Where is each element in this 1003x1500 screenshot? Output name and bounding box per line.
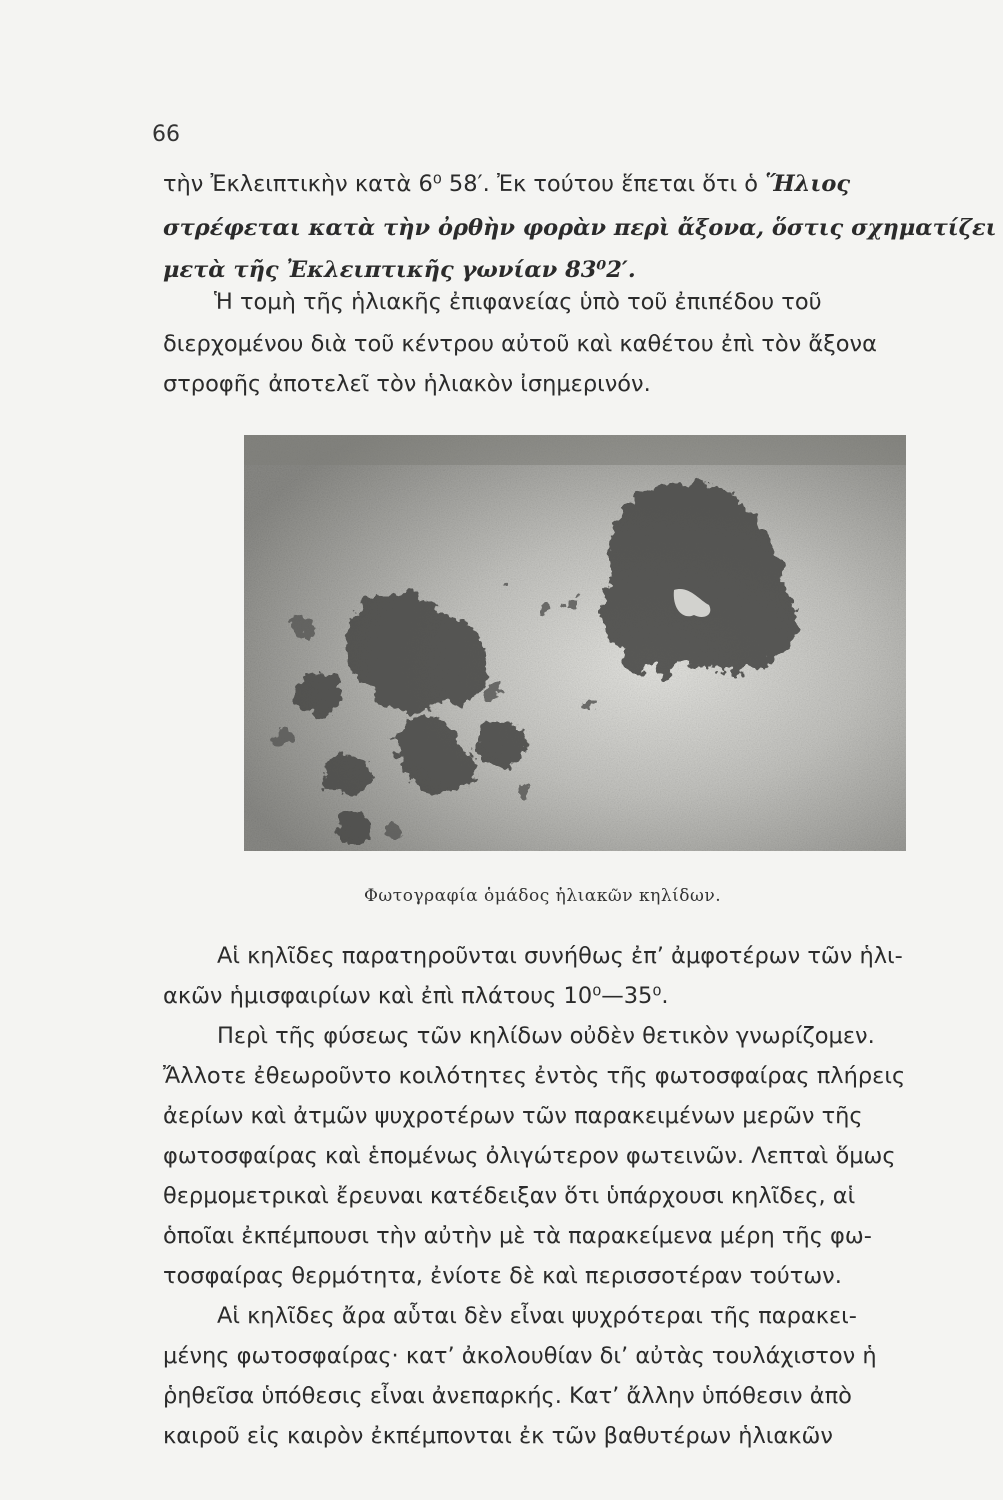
text-line: στροφῆς ἀποτελεῖ τὸν ἡλιακὸν ἰσημερινόν. xyxy=(163,371,651,397)
text-line: ἀερίων καὶ ἀτμῶν ψυχροτέρων τῶν παρακειμένων μερῶν τῆς xyxy=(163,1103,863,1129)
text-line-part: τὴν Ἐκλειπτικὴν κατὰ 6⁰ 58′. Ἐκ τούτου ἕπεται ὅτι ὁ xyxy=(163,171,759,197)
text-line: φωτοσφαίρας καὶ ἑπομένως ὀλιγώτερον φωτεινῶν. Λεπταὶ ὅμως xyxy=(163,1143,896,1169)
text-line: καιροῦ εἰς καιρὸν ἐκπέμπονται ἐκ τῶν βαθυτέρων ἡλιακῶν xyxy=(163,1423,833,1449)
figure-caption: Φωτογραφία ὁμάδος ἡλιακῶν κηλίδων. xyxy=(364,886,722,906)
text-line: μένης φωτοσφαίρας· κατ’ ἀκολουθίαν δι’ αὐτὰς τουλάχιστον ἡ xyxy=(163,1343,877,1369)
text-line-italic: στρέφεται κατὰ τὴν ὀρθὴν φορὰν περὶ ἄξονα, ὅστις σχηματίζει xyxy=(163,215,997,241)
text-line: ῥηθεῖσα ὑπόθεσις εἶναι ἀνεπαρκής. Κατ’ ἄλλην ὑπόθεσιν ἀπὸ xyxy=(163,1383,852,1409)
text-line: Ἄλλοτε ἐθεωροῦντο κοιλότητες ἐντὸς τῆς φωτοσφαίρας πλήρεις xyxy=(163,1063,906,1089)
text-line: διερχομένου διὰ τοῦ κέντρου αὐτοῦ καὶ καθέτου ἐπὶ τὸν ἄξονα xyxy=(163,331,877,357)
text-line: Περὶ τῆς φύσεως τῶν κηλίδων οὐδὲν θετικὸν γνωρίζομεν. xyxy=(217,1023,875,1049)
text-line: θερμομετρικαὶ ἔρευναι κατέδειξαν ὅτι ὑπάρχουσι κηλῖδες, αἱ xyxy=(163,1183,856,1209)
text-line: τοσφαίρας θερμότητα, ἐνίοτε δὲ καὶ περισσοτέραν τούτων. xyxy=(163,1263,842,1289)
sunspot-photograph-drawing xyxy=(244,435,906,851)
text-line: ακῶν ἡμισφαιρίων καὶ ἐπὶ πλάτους 10⁰—35⁰. xyxy=(163,983,669,1009)
text-line xyxy=(163,173,993,196)
text-line-italic: μετὰ τῆς Ἐκλειπτικῆς γωνίαν 83⁰2′. xyxy=(163,257,636,283)
text-line: Ἡ τομὴ τῆς ἡλιακῆς ἐπιφανείας ὑπὸ τοῦ ἐπιπέδου τοῦ xyxy=(214,289,822,315)
text-line: ὁποῖαι ἐκπέμπουσι τὴν αὐτὴν μὲ τὰ παρακείμενα μέρη τῆς φω- xyxy=(163,1223,872,1249)
text-line: Αἱ κηλῖδες ἄρα αὗται δὲν εἶναι ψυχρότεραι τῆς παρακει- xyxy=(217,1303,857,1329)
sunspot-photograph xyxy=(244,435,906,851)
emphasis-text: Ἥλιος xyxy=(765,171,851,197)
page-number: 66 xyxy=(152,122,180,147)
text-line: Αἱ κηλῖδες παρατηροῦνται συνήθως ἐπ’ ἀμφοτέρων τῶν ἡλι- xyxy=(217,943,903,969)
